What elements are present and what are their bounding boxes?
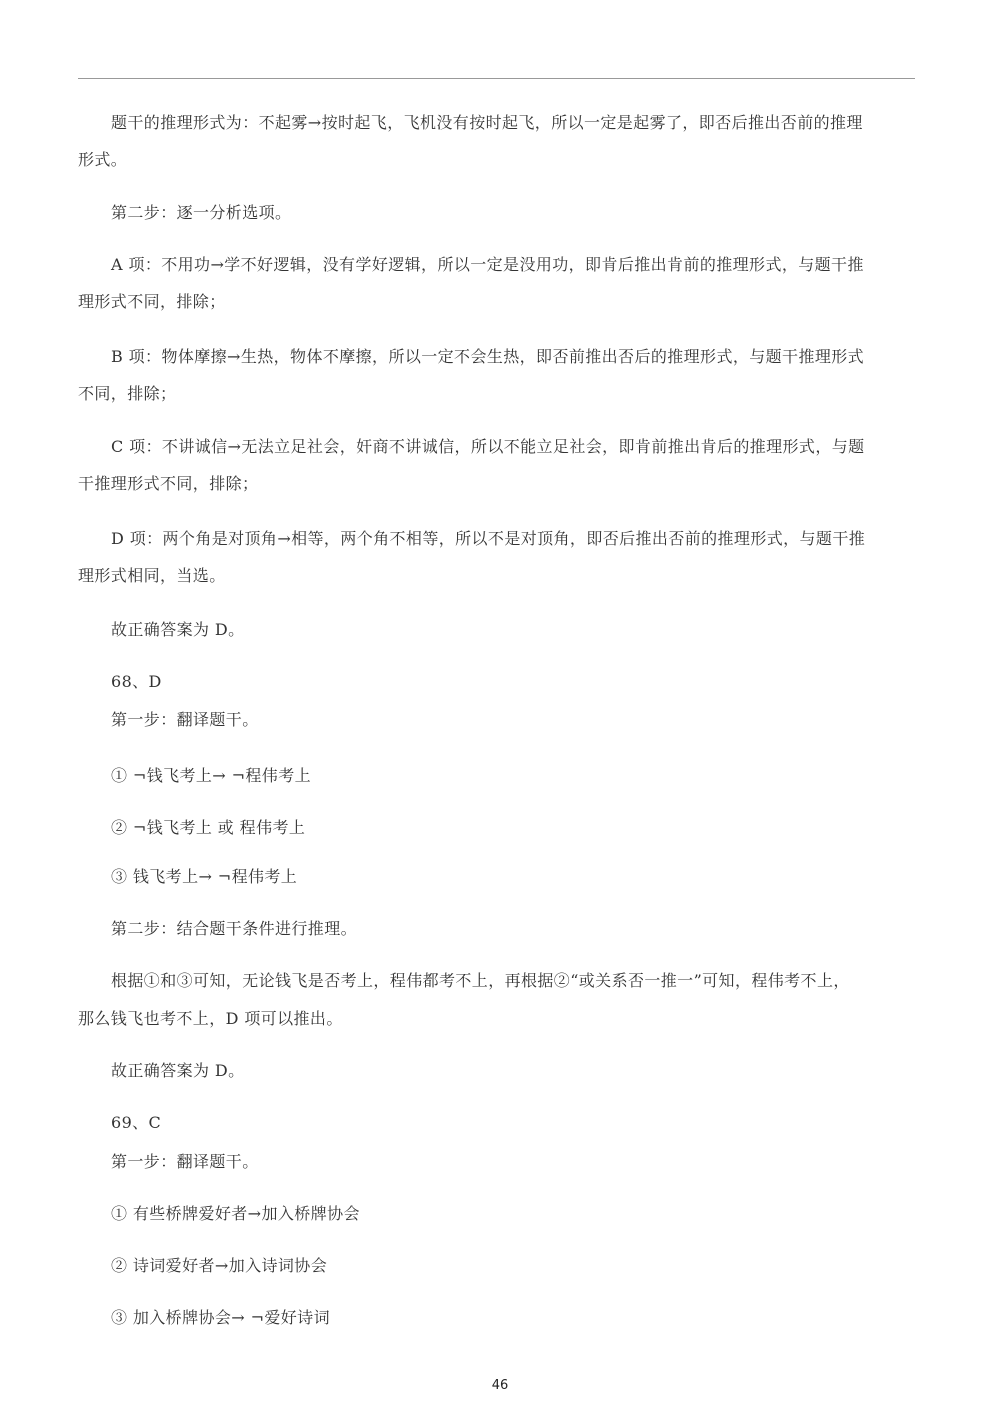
paragraph-line: 第一步：翻译题干。 (111, 710, 259, 729)
premise-line: ③ 钱飞考上→ ¬程伟考上 (111, 867, 298, 886)
paragraph-line: D 项：两个角是对顶角→相等，两个角不相等，所以不是对顶角，即否后推出否前的推理形式，与题干推 (111, 529, 866, 548)
answer-line: 故正确答案为 D。 (111, 620, 245, 639)
premise-line: ② ¬钱飞考上 或 程伟考上 (111, 818, 306, 837)
premise-line: ① ¬钱飞考上→ ¬程伟考上 (111, 766, 311, 785)
paragraph-line: C 项：不讲诚信→无法立足社会，奸商不讲诚信，所以不能立足社会，即肯前推出肯后的推理形式，与题 (111, 437, 865, 456)
premise-line: ③ 加入桥牌协会→ ¬爱好诗词 (111, 1308, 330, 1327)
premise-line: ② 诗词爱好者→加入诗词协会 (111, 1256, 328, 1275)
premise-line: ① 有些桥牌爱好者→加入桥牌协会 (111, 1204, 360, 1223)
paragraph-line: 根据①和③可知，无论钱飞是否考上，程伟都考不上，再根据②“或关系否一推一”可知，程伟考不上， (111, 971, 850, 990)
paragraph-line: 理形式不同，排除； (78, 292, 226, 311)
paragraph-line: 干推理形式不同，排除； (78, 474, 259, 493)
question-heading: 69、C (111, 1113, 162, 1132)
paragraph-line: 第一步：翻译题干。 (111, 1152, 259, 1171)
paragraph-line: A 项：不用功→学不好逻辑，没有学好逻辑，所以一定是没用功，即肯后推出肯前的推理形式，与题干推 (111, 255, 864, 274)
paragraph-line: B 项：物体摩擦→生热，物体不摩擦，所以一定不会生热，即否前推出否后的推理形式，与题干推理形式 (111, 347, 865, 366)
paragraph-line: 那么钱飞也考不上，D 项可以推出。 (78, 1009, 343, 1028)
header-rule (78, 78, 915, 79)
answer-line: 故正确答案为 D。 (111, 1061, 245, 1080)
paragraph-line: 理形式相同，当选。 (78, 566, 226, 585)
question-heading: 68、D (111, 672, 162, 691)
paragraph-line: 第二步：逐一分析选项。 (111, 203, 292, 222)
paragraph-line: 形式。 (78, 150, 128, 169)
paragraph-line: 题干的推理形式为：不起雾→按时起飞，飞机没有按时起飞，所以一定是起雾了，即否后推出否前的推理 (111, 113, 863, 132)
paragraph-line: 第二步：结合题干条件进行推理。 (111, 919, 358, 938)
paragraph-line: 不同，排除； (78, 384, 177, 403)
page-number: 46 (491, 1378, 509, 1393)
